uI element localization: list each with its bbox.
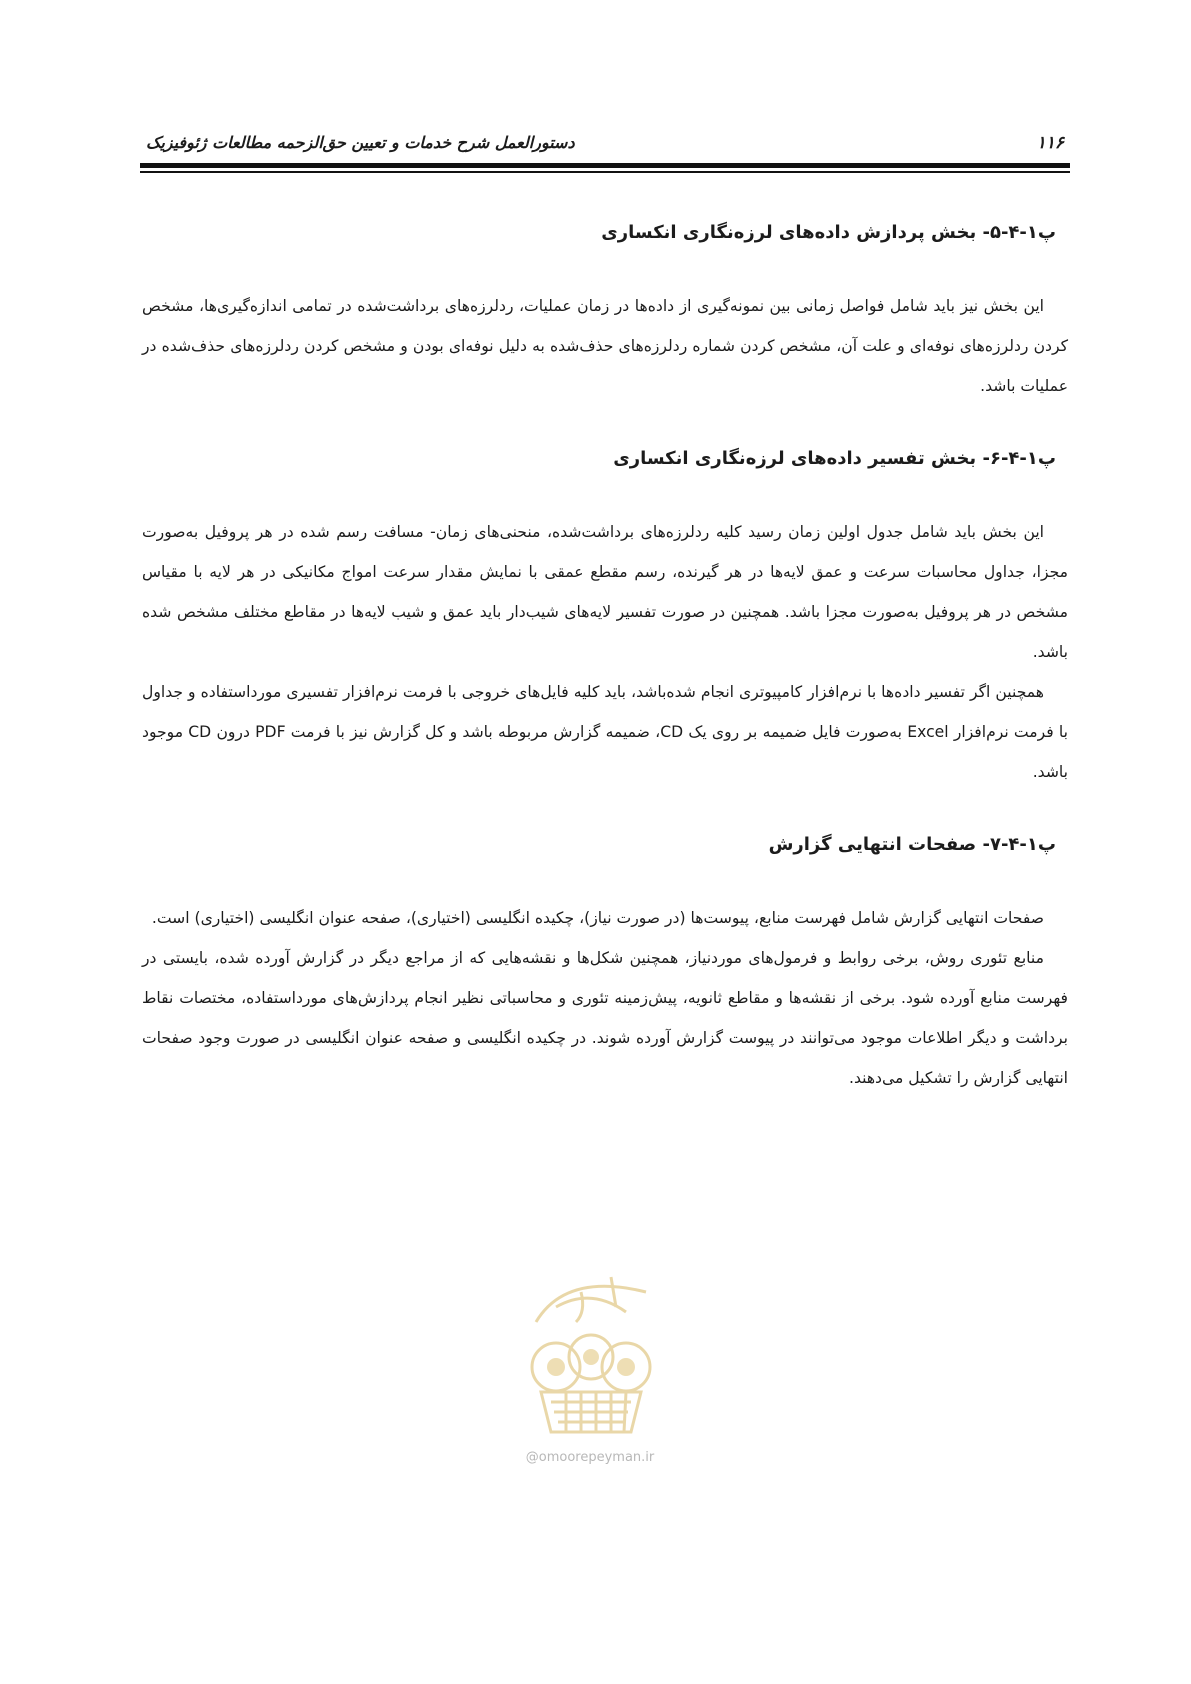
watermark-logo: [496, 1252, 686, 1442]
header-rule-thick: [140, 163, 1070, 168]
paragraph: این بخش باید شامل جدول اولین زمان رسید کلیه ردلرزه‌های برداشت‌شده، منحنی‌های زمان- مسافت رسم شده در هر پروفیل به‌صورت مجزا، جداول محاسبات سرعت و عمق لایه‌ها در هر گیرنده، رسم مقطع عمقی با نمایش مقدار سرعت امواج مکانیکی در هر لایه با مقیاس مشخص در هر پروفیل به‌صورت مجزا باشد. همچنین در صورت تفسیر لایه‌های شیب‌دار باید عمق و شیب لایه‌ها در مقاطع مختلف مشخص شده باشد.: [142, 523, 1068, 661]
paragraph: منابع تئوری روش، برخی روابط و فرمول‌های موردنیاز، همچنین شکل‌ها و نقشه‌هایی که از مراجع دیگر در گزارش آورده شده، بایستی در فهرست منابع آورده شود. برخی از نقشه‌ها و مقاطع ثانویه، پیش‌زمینه تئوری و محاسباتی نظیر انجام پردازش‌های مورداستفاده، مختصات نقاط برداشت و دیگر اطلاعات موجود می‌توانند در پیوست گزارش آورده شوند. در چکیده انگلیسی و صفحه عنوان انگلیسی در صورت وجود صفحات انتهایی گزارش را تشکیل می‌دهند.: [142, 949, 1068, 1087]
running-title: دستورالعمل شرح خدمات و تعیین حق‌الزحمه مطالعات ژئوفیزیک: [146, 133, 575, 152]
page-number: ۱۱۶: [1036, 133, 1064, 153]
watermark-seal-icon: [496, 1252, 686, 1442]
page-header: [140, 127, 1070, 157]
watermark-site: @omoorepeyman.ir: [525, 1450, 655, 1465]
paragraph: این بخش نیز باید شامل فواصل زمانی بین نمونه‌گیری از داده‌ها در زمان عملیات، ردلرزه‌های برداشت‌شده در تمامی اندازه‌گیری‌ها، مشخص کردن ردلرزه‌های نوفه‌ای و علت آن، مشخص کردن شماره ردلرزه‌های حذف‌شده به دلیل نوفه‌ای بودن و مشخص کردن ردلرزه‌های حذف‌شده در عملیات باشد.: [142, 297, 1068, 395]
section-heading: پ۱-۴-۵- بخش پردازش داده‌های لرزه‌نگاری انکساری: [601, 222, 1056, 243]
paragraph: همچنین اگر تفسیر داده‌ها با نرم‌افزار کامپیوتری انجام شده‌باشد، باید کلیه فایل‌های خروجی با فرمت نرم‌افزار تفسیری مورداستفاده و جداول با فرمت نرم‌افزار Excel به‌صورت فایل ضمیمه بر روی یک CD، ضمیمه گزارش مربوطه باشد و کل گزارش نیز با فرمت PDF درون CD موجود باشد.: [142, 683, 1068, 781]
paragraph: صفحات انتهایی گزارش شامل فهرست منابع، پیوست‌ها (در صورت نیاز)، چکیده انگلیسی (اختیاری)، صفحه عنوان انگلیسی (اختیاری) است.: [151, 909, 1044, 927]
section-heading: پ۱-۴-۶- بخش تفسیر داده‌های لرزه‌نگاری انکساری: [613, 448, 1056, 469]
section-heading: پ۱-۴-۷- صفحات انتهایی گزارش: [768, 834, 1056, 855]
document-body: [142, 218, 1068, 1098]
header-rule-thin: [140, 171, 1070, 173]
